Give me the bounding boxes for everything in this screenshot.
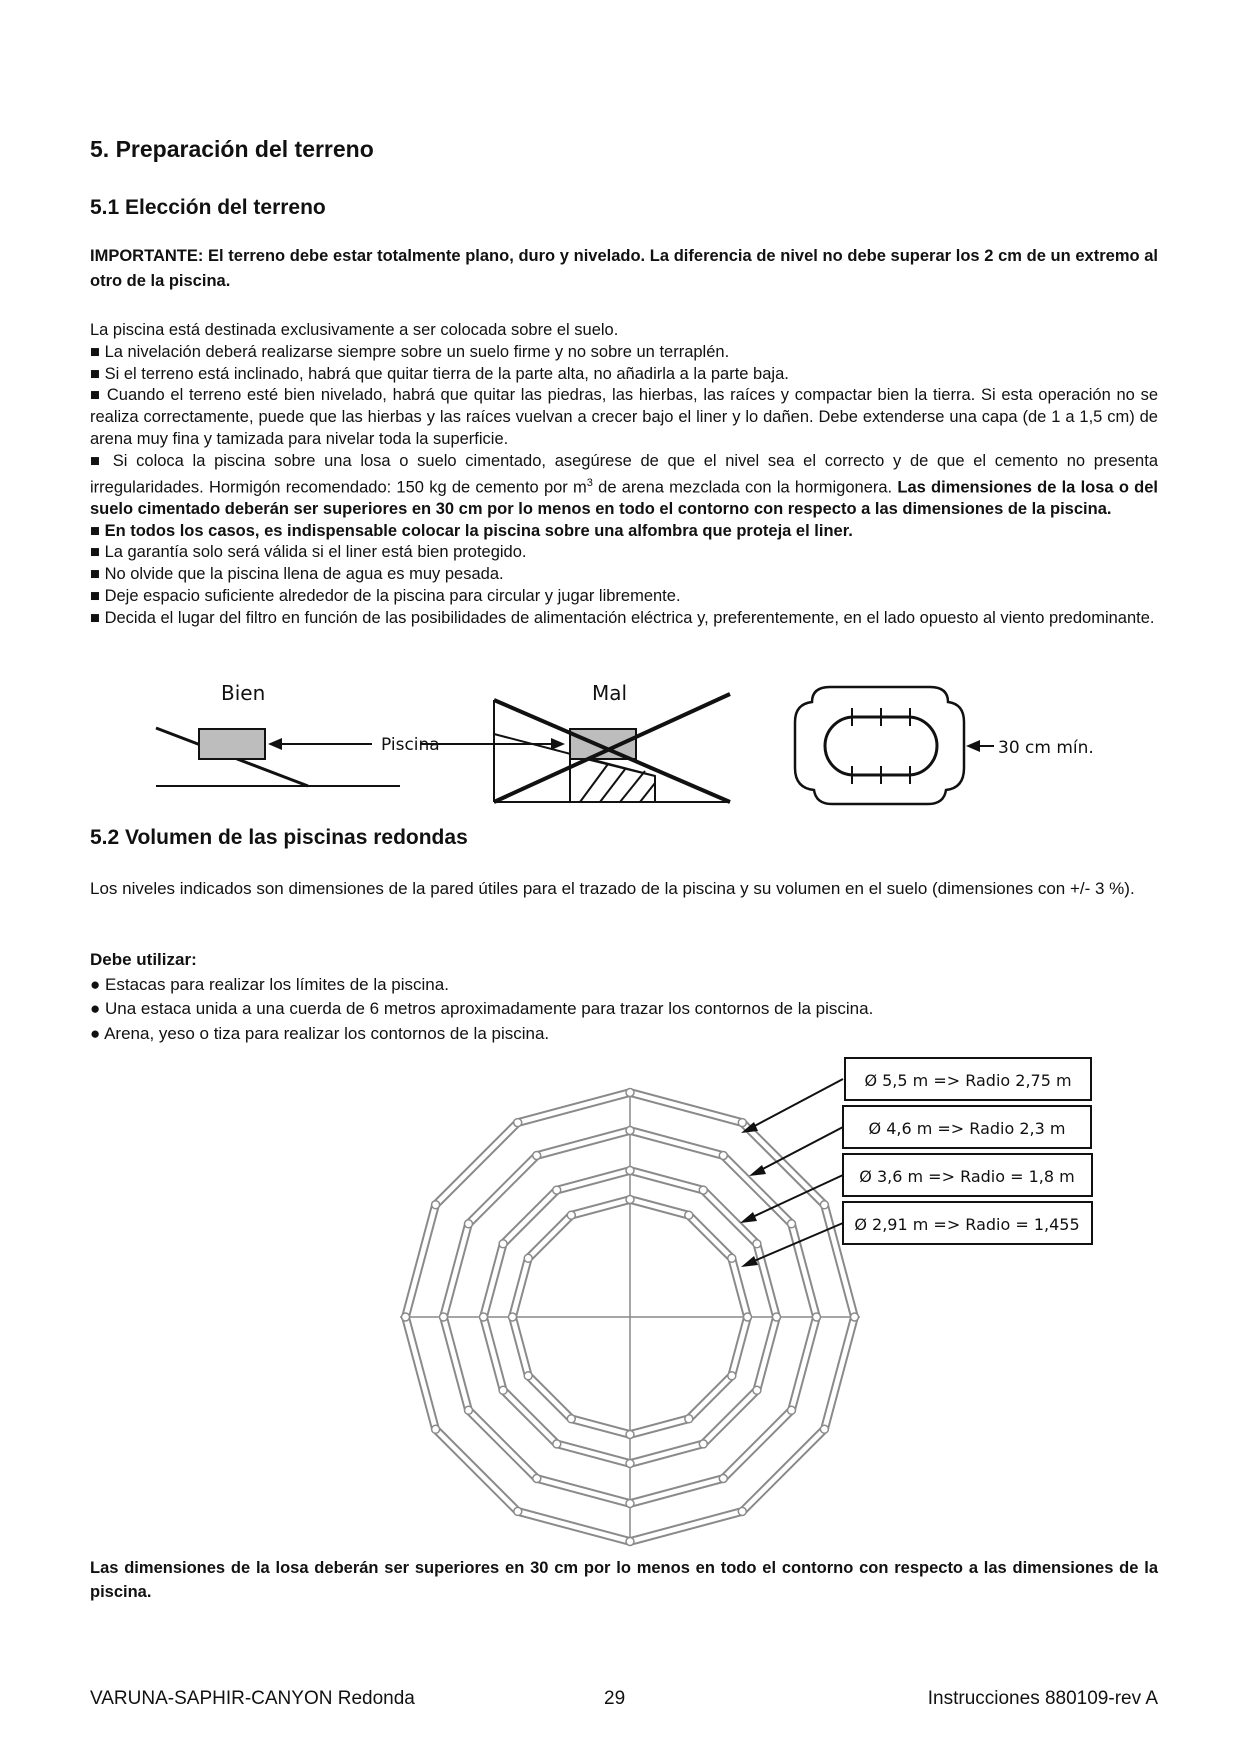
wall-post [626,1460,634,1468]
subsection-title-5-1: 5.1 Elección del terreno [90,196,326,219]
terrain-instructions [90,320,1158,630]
wall-post [820,1201,828,1209]
list-item-bold-text: Las dimensiones de la losa o del suelo cimentado deberán ser superiores en 30 cm por lo menos en todo el contorno con respecto a las dimensiones de la piscina. [90,478,1158,518]
list-item-text: Una estaca unida a una cuerda de 6 metros aproximadamente para trazar los contornos de la piscina. [105,999,874,1018]
wall-post [753,1386,761,1394]
wall-post [499,1240,507,1248]
list-item-text: No olvide que la piscina llena de agua es muy pesada. [104,565,504,584]
bullet-square-icon: ■ [90,451,105,470]
wall-post [509,1313,517,1321]
wall-post [685,1415,693,1423]
list-item-text: En todos los casos, es indispensable colocar la piscina sobre una alfombra que proteja el liner. [104,521,853,540]
wall-post [514,1119,522,1127]
wall-post [788,1406,796,1414]
bullet-square-icon: ■ [90,521,100,540]
important-label: IMPORTANTE: [90,247,204,265]
wall-post [626,1538,634,1546]
bullet-square-icon: ■ [90,364,100,383]
size-label-box [843,1106,1091,1148]
wall-post [773,1313,781,1321]
wall-post [738,1119,746,1127]
bullet-dot-icon: ● [90,1023,101,1043]
list-item [90,973,1158,998]
bullet-square-icon: ■ [90,386,102,405]
bullet-square-icon: ■ [90,608,100,627]
placement-diagram [0,670,1241,820]
wall-post [514,1507,522,1515]
arrow-head-icon [551,738,565,750]
size-label: Ø 4,6 m => Radio 2,3 m [868,1119,1066,1138]
bullet-dot-icon: ● [90,974,101,994]
wall-post [699,1440,707,1448]
size-label: Ø 5,5 m => Radio 2,75 m [864,1071,1072,1090]
list-item [90,521,1158,543]
list-item [90,586,1158,608]
list-item-text: Decida el lugar del filtro en función de las posibilidades de alimentación eléctrica y, preferentemente, en el lado opuesto al viento predominante. [104,608,1155,627]
wall-post [719,1152,727,1160]
wall-post [753,1240,761,1248]
wall-post [820,1425,828,1433]
wall-post [440,1313,448,1321]
tools-title: Debe utilizar: [90,950,197,969]
wall-post [719,1475,727,1483]
wall-post [432,1201,440,1209]
wall-post [626,1167,634,1175]
intro-text: La piscina está destinada exclusivamente a ser colocada sobre el suelo. [90,321,619,339]
wall-post [499,1386,507,1394]
list-item-text: La nivelación deberá realizarse siempre sobre un suelo firme y no sobre un terraplén. [104,342,730,361]
list-item-text: La garantía solo será válida si el liner está bien protegido. [104,543,527,562]
bullet-square-icon: ■ [90,565,100,584]
important-notice [90,244,1158,294]
list-item [90,342,1158,364]
wall-post [626,1196,634,1204]
wall-post [553,1440,561,1448]
wall-post [553,1186,561,1194]
important-text: El terreno debe estar totalmente plano, duro y nivelado. La diferencia de nivel no debe superar los 2 cm de un extremo al otro de la piscina. [90,247,1158,290]
list-item-text: Deje espacio suficiente alrededor de la piscina para circular y jugar libremente. [104,587,681,606]
wall-post [699,1186,707,1194]
wall-post [402,1313,410,1321]
subsection-title-5-2: 5.2 Volumen de las piscinas redondas [90,826,468,849]
list-item-text: Cuando el terreno esté bien nivelado, habrá que quitar las piedras, las hierbas, las raíces y compactar bien la tierra. Si esta operación no se realiza correctamente, puede que las hierbas y las raíces vuelvan a crecer bajo el liner y lo dañen. Debe extenderse una capa (de 1 a 1,5 cm) de arena muy fina y tamizada para nivelar toda la superficie. [90,386,1158,448]
footer-left: VARUNA-SAPHIR-CANYON Redonda [90,1688,415,1709]
size-label-box [845,1058,1091,1100]
label-good: Bien [221,681,266,705]
wall-post [851,1313,859,1321]
list-item [90,1022,1158,1047]
wall-post [524,1254,532,1262]
wall-post [480,1313,488,1321]
list-item [90,451,1158,521]
pool-sizes-diagram [0,1050,1241,1550]
wall-post [738,1507,746,1515]
list-item-text: Si el terreno está inclinado, habrá que quitar tierra de la parte alta, no añadirla a la parte baja. [104,364,789,383]
size-label: Ø 3,6 m => Radio = 1,8 m [859,1167,1075,1186]
size-label: Ø 2,91 m => Radio = 1,455 [854,1215,1080,1234]
label-margin: 30 cm mín. [998,738,1094,758]
wall-post [567,1211,575,1219]
bullet-square-icon: ■ [90,587,100,606]
superscript: 3 [586,476,593,489]
bullet-dot-icon: ● [90,999,101,1018]
section-title: 5. Preparación del terreno [90,136,374,162]
slab-note: Las dimensiones de la losa deberán ser superiores en 30 cm por lo menos en todo el contorno con respecto a las dimensiones de la piscina. [90,1559,1158,1601]
wall-post [524,1372,532,1380]
list-item-text: de arena mezclada con la hormigonera. [592,478,898,497]
list-item-text: Estacas para realizar los límites de la piscina. [105,974,449,994]
volume-intro: Los niveles indicados son dimensiones de la pared útiles para el trazado de la piscina y su volumen en el suelo (dimensiones con +/- 3 %). [90,879,1135,898]
size-label-box [843,1202,1092,1244]
wall-post [788,1220,796,1228]
page-number: 29 [604,1688,626,1709]
list-item [90,542,1158,564]
arrow-head-icon [966,740,980,752]
pool-box-bad [570,729,636,759]
wall-post [465,1406,473,1414]
label-pool: Piscina [381,735,440,755]
list-item-text: Arena, yeso o tiza para realizar los contornos de la piscina. [104,1023,550,1043]
wall-post [567,1415,575,1423]
wall-post [728,1372,736,1380]
tools-list [90,948,1158,1046]
pointer-line [747,1079,843,1130]
wall-post [626,1500,634,1508]
wall-post [533,1152,541,1160]
wall-post [685,1211,693,1219]
wall-post [626,1089,634,1097]
list-item [90,385,1158,450]
wall-post [432,1425,440,1433]
arrow-head-icon [268,738,282,750]
arrow-head-icon [740,1212,757,1223]
arrow-head-icon [741,1256,758,1267]
bullet-square-icon: ■ [90,543,100,562]
wall-post [728,1254,736,1262]
wall-post [813,1313,821,1321]
wall-post [744,1313,752,1321]
pool-box-good [199,729,265,759]
list-item-text: Si coloca la piscina sobre una losa o suelo cimentado, asegúrese de que el nivel sea el correcto y de que el cemento no presenta irregularidades. Hormigón recomendado: 150 kg de cemento por m [90,451,1158,497]
size-label-box [843,1154,1092,1196]
list-item [90,608,1158,630]
arrow-head-icon [749,1165,766,1176]
footer-right: Instrucciones 880109-rev A [927,1688,1158,1709]
wall-post [465,1220,473,1228]
pointer-line [755,1127,843,1173]
wall-post [626,1431,634,1439]
wall-post [533,1475,541,1483]
wall-post [626,1127,634,1135]
label-bad: Mal [592,681,628,705]
bullet-square-icon: ■ [90,342,100,361]
list-item [90,564,1158,586]
list-item [90,997,1158,1022]
list-item [90,364,1158,386]
